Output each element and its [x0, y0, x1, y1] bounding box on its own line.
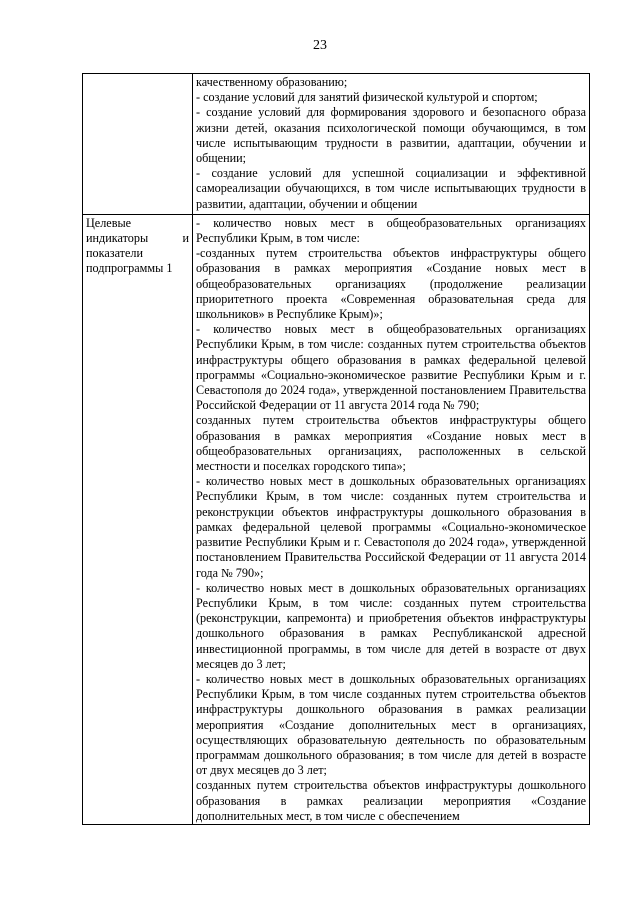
row-content-cell	[193, 74, 590, 215]
paragraph: - создание условий для занятий физической культурой и спортом;	[196, 90, 538, 105]
paragraph: - создание условий для успешной социализации и эффективной самореализации обучающихся, в том числе испытывающих трудности в развитии, адаптации, обучении и общении	[196, 166, 586, 211]
table-row	[83, 214, 590, 824]
paragraph: качественному образованию;	[196, 75, 348, 89]
paragraph: - создание условий для формирования здорового и безопасного образа жизни детей, оказания психологической помощи обучающимся, в том числе испытывающим трудности в развитии, адаптации, обучении и общении;	[196, 105, 586, 166]
row-label: Целевые индикаторы и показатели подпрограммы 1	[86, 215, 189, 276]
page-number: 23	[313, 38, 327, 53]
paragraph: -созданных путем строительства объектов инфраструктуры общего образования в рамках мероприятия «Создание новых мест в общеобразовательных организациях (продолжение реализации приоритетного проекта «Современная образовательная среда для школьников» в Республике Крым)»;	[196, 246, 586, 322]
paragraph: созданных путем строительства объектов инфраструктуры дошкольного образования в рамках реализации мероприятия «Создание дополнительных мест, в том числе с обеспечением	[196, 778, 586, 823]
row-content-cell	[193, 214, 590, 824]
row-label-cell	[83, 214, 193, 824]
paragraph: - количество новых мест в общеобразовательных организациях Республики Крым, в том числе:	[196, 215, 586, 246]
paragraph: - количество новых мест в общеобразовательных организациях Республики Крым, в том числе: созданных путем строительства объектов инфраструктуры общего образования в рамках федеральной целевой программы «Социально-экономическое развитие Республики Крым и г. Севастополя до 2024 года», утвержденной постановлением Правительства Российской Федерации от 11 августа 2014 года № 790;	[196, 322, 586, 413]
paragraph: - количество новых мест в дошкольных образовательных организациях Республики Крым, в том числе: созданных путем строительства и реконструкции объектов инфраструктуры дошкольного образования в рамках федеральной целевой программы «Социально-экономическое развитие Республики Крым и г. Севастополя до 2024 года», утвержденной постановлением Правительства Российской Федерации от 11 августа 2014 года № 790»;	[196, 474, 586, 580]
passport-table	[82, 73, 590, 825]
row-label-cell	[83, 74, 193, 215]
table-row	[83, 74, 590, 215]
paragraph: - количество новых мест в дошкольных образовательных организациях Республики Крым, в том числе: созданных путем строительства (реконструкции, капремонта) и приобретения объектов инфраструктуры дошкольного образования в рамках Республиканской адресной инвестиционной программы, в том числе для детей в возрасте от двух месяцев до 3 лет;	[196, 580, 586, 671]
paragraph: созданных путем строительства объектов инфраструктуры общего образования в рамках мероприятия «Создание новых мест в общеобразовательных организациях, расположенных в сельской местности и поселках городского типа»;	[196, 413, 586, 474]
paragraph: - количество новых мест в дошкольных образовательных организациях Республики Крым, в том числе созданных путем строительства объектов инфраструктуры дошкольного образования в рамках реализации мероприятия «Создание дополнительных мест в организациях, осуществляющих образовательную деятельность по образовательным программам дошкольного образования; в том числе для детей в возрасте от двух месяцев до 3 лет;	[196, 671, 586, 778]
